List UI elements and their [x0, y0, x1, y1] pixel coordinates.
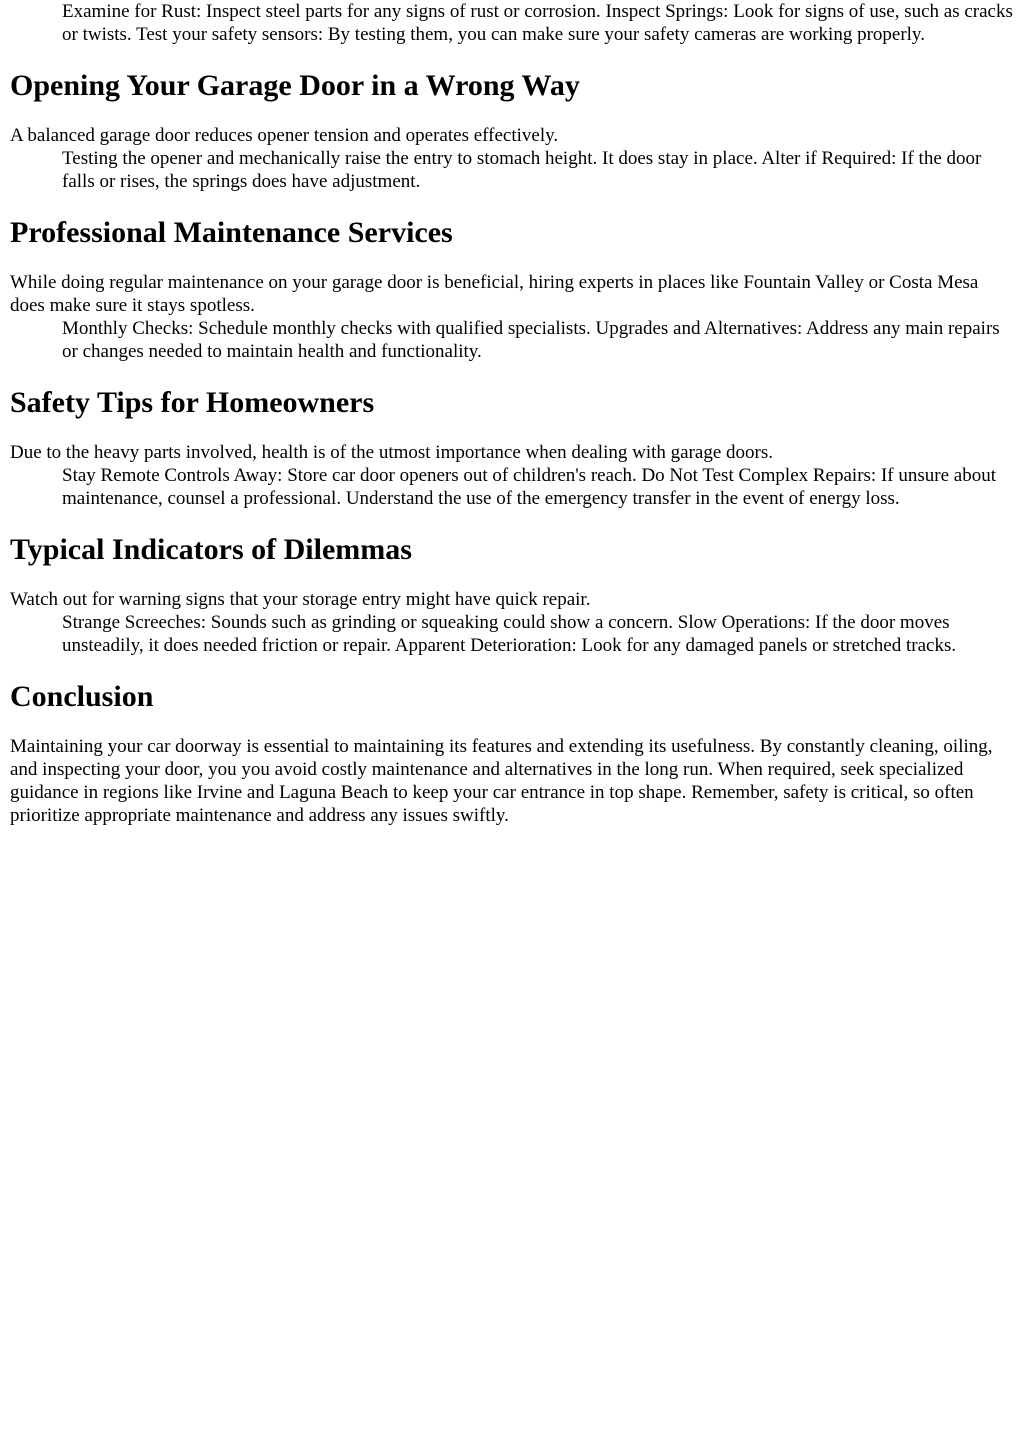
- section-professional-maintenance: [10, 215, 1016, 363]
- section-heading: Typical Indicators of Dilemmas: [10, 533, 412, 566]
- section-paragraph: Due to the heavy parts involved, health is of the utmost importance when dealing with garage doors.: [10, 442, 773, 463]
- section-opening-wrong-way: [10, 68, 1016, 193]
- section-blockquote: Monthly Checks: Schedule monthly checks with qualified specialists. Upgrades and Alternatives: Address any main repairs or changes needed to maintain health and functionality.: [62, 318, 1000, 362]
- section-paragraph: While doing regular maintenance on your garage door is beneficial, hiring experts in places like Fountain Valley or Costa Mesa does make sure it stays spotless.: [10, 272, 979, 316]
- section-paragraph: Maintaining your car doorway is essential to maintaining its features and extending its usefulness. By constantly cleaning, oiling, and inspecting your door, you you avoid costly maintenance and alternatives in the long run. When required, seek specialized guidance in regions like Irvine and Laguna Beach to keep your car entrance in top shape. Remember, safety is critical, so often prioritize appropriate maintenance and address any issues swiftly.: [10, 736, 993, 826]
- section-paragraph: Watch out for warning signs that your storage entry might have quick repair.: [10, 589, 591, 610]
- section-conclusion: [10, 679, 1016, 827]
- intro-blockquote: Examine for Rust: Inspect steel parts for any signs of rust or corrosion. Inspect Springs: Look for signs of use, such as cracks or twists. Test your safety sensors: By testing them, you can make sure your safety cameras are working properly.: [62, 1, 1013, 45]
- section-typical-indicators: [10, 532, 1016, 657]
- section-blockquote: Testing the opener and mechanically raise the entry to stomach height. It does stay in place. Alter if Required: If the door falls or rises, the springs does have adjustment.: [62, 148, 982, 192]
- section-heading: Opening Your Garage Door in a Wrong Way: [10, 69, 580, 102]
- section-heading: Conclusion: [10, 680, 154, 713]
- section-heading: Professional Maintenance Services: [10, 216, 453, 249]
- section-blockquote: Stay Remote Controls Away: Store car door openers out of children's reach. Do Not Test Complex Repairs: If unsure about maintenance, counsel a professional. Understand the use of the emergency transfer in the event of energy loss.: [62, 465, 996, 509]
- section-heading: Safety Tips for Homeowners: [10, 386, 375, 419]
- section-paragraph: A balanced garage door reduces opener tension and operates effectively.: [10, 125, 559, 146]
- section-safety-tips: [10, 385, 1016, 510]
- section-blockquote: Strange Screeches: Sounds such as grinding or squeaking could show a concern. Slow Operations: If the door moves unsteadily, it does needed friction or repair. Apparent Deterioration: Look for any damaged panels or stretched tracks.: [62, 612, 957, 656]
